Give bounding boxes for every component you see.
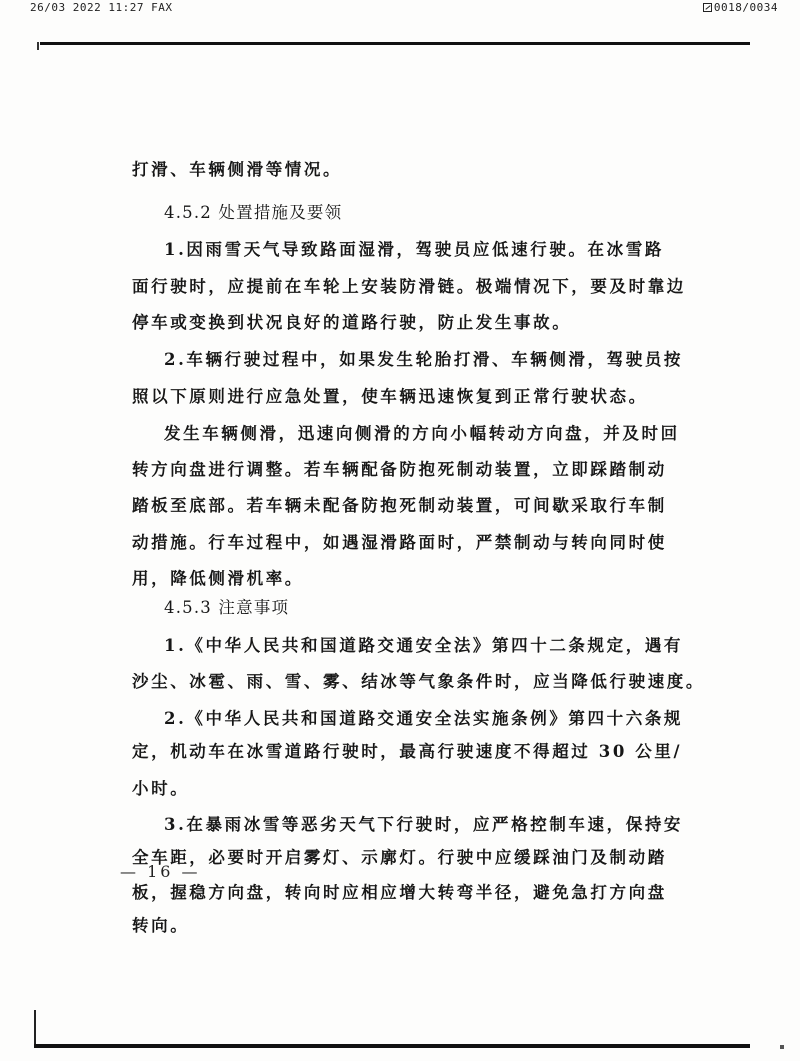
section-heading: 4.5.3 注意事项	[164, 598, 290, 617]
fax-timestamp: 26/03 2022 11:27 FAX	[30, 1, 173, 14]
text-line: 打滑、车辆侧滑等情况。	[132, 160, 343, 179]
fax-page-counter	[703, 1, 778, 14]
text-line: 2.《中华人民共和国道路交通安全法实施条例》第四十六条规	[164, 709, 684, 728]
scan-speck	[780, 1045, 784, 1049]
fax-page-count: 0018/0034	[713, 1, 778, 14]
text-line: 发生车辆侧滑，迅速向侧滑的方向小幅转动方向盘，并及时回	[164, 424, 680, 443]
text-line: 1.《中华人民共和国道路交通安全法》第四十二条规定，遇有	[164, 636, 684, 655]
text-line: 小时。	[132, 779, 190, 798]
top-rule	[40, 42, 750, 45]
text-line: 停车或变换到状况良好的道路行驶，防止发生事故。	[132, 313, 572, 332]
text-line: 转方向盘进行调整。若车辆配备防抱死制动装置，立即踩踏制动	[132, 460, 667, 479]
section-heading: 4.5.2 处置措施及要领	[164, 203, 343, 222]
text-line: 动措施。行车过程中，如遇湿滑路面时，严禁制动与转向同时使	[132, 533, 667, 552]
text-line: 面行驶时，应提前在车轮上安装防滑链。极端情况下，要及时靠边	[132, 277, 686, 296]
text-line: 2.车辆行驶过程中，如果发生轮胎打滑、车辆侧滑，驾驶员按	[164, 350, 684, 369]
text-line: 沙尘、冰雹、雨、雪、雾、结冰等气象条件时，应当降低行驶速度。	[132, 672, 705, 691]
text-line: 定，机动车在冰雪道路行驶时，最高行驶速度不得超过 30 公里/	[132, 742, 683, 761]
text-line: 3.在暴雨冰雪等恶劣天气下行驶时，应严格控制车速，保持安	[164, 815, 684, 834]
text-line: 照以下原则进行应急处置，使车辆迅速恢复到正常行驶状态。	[132, 387, 648, 406]
text-line: 转向。	[132, 916, 190, 935]
bottom-rule	[34, 1044, 750, 1048]
scan-edge-top	[37, 42, 39, 50]
scan-edge-bottom	[34, 1010, 36, 1046]
text-line: 1.因雨雪天气导致路面湿滑，驾驶员应低速行驶。在冰雪路	[164, 240, 664, 259]
text-line: 踏板至底部。若车辆未配备防抱死制动装置，可间歇采取行车制	[132, 496, 667, 515]
text-line: 用，降低侧滑机率。	[132, 569, 304, 588]
text-line: 全车距，必要时开启雾灯、示廓灯。行驶中应缓踩油门及制动踏	[132, 848, 667, 867]
text-line: 板，握稳方向盘，转向时应相应增大转弯半径，避免急打方向盘	[132, 883, 667, 902]
fax-page-icon	[703, 3, 712, 12]
page-number: — 16 —	[120, 862, 201, 881]
fax-header	[0, 0, 800, 16]
